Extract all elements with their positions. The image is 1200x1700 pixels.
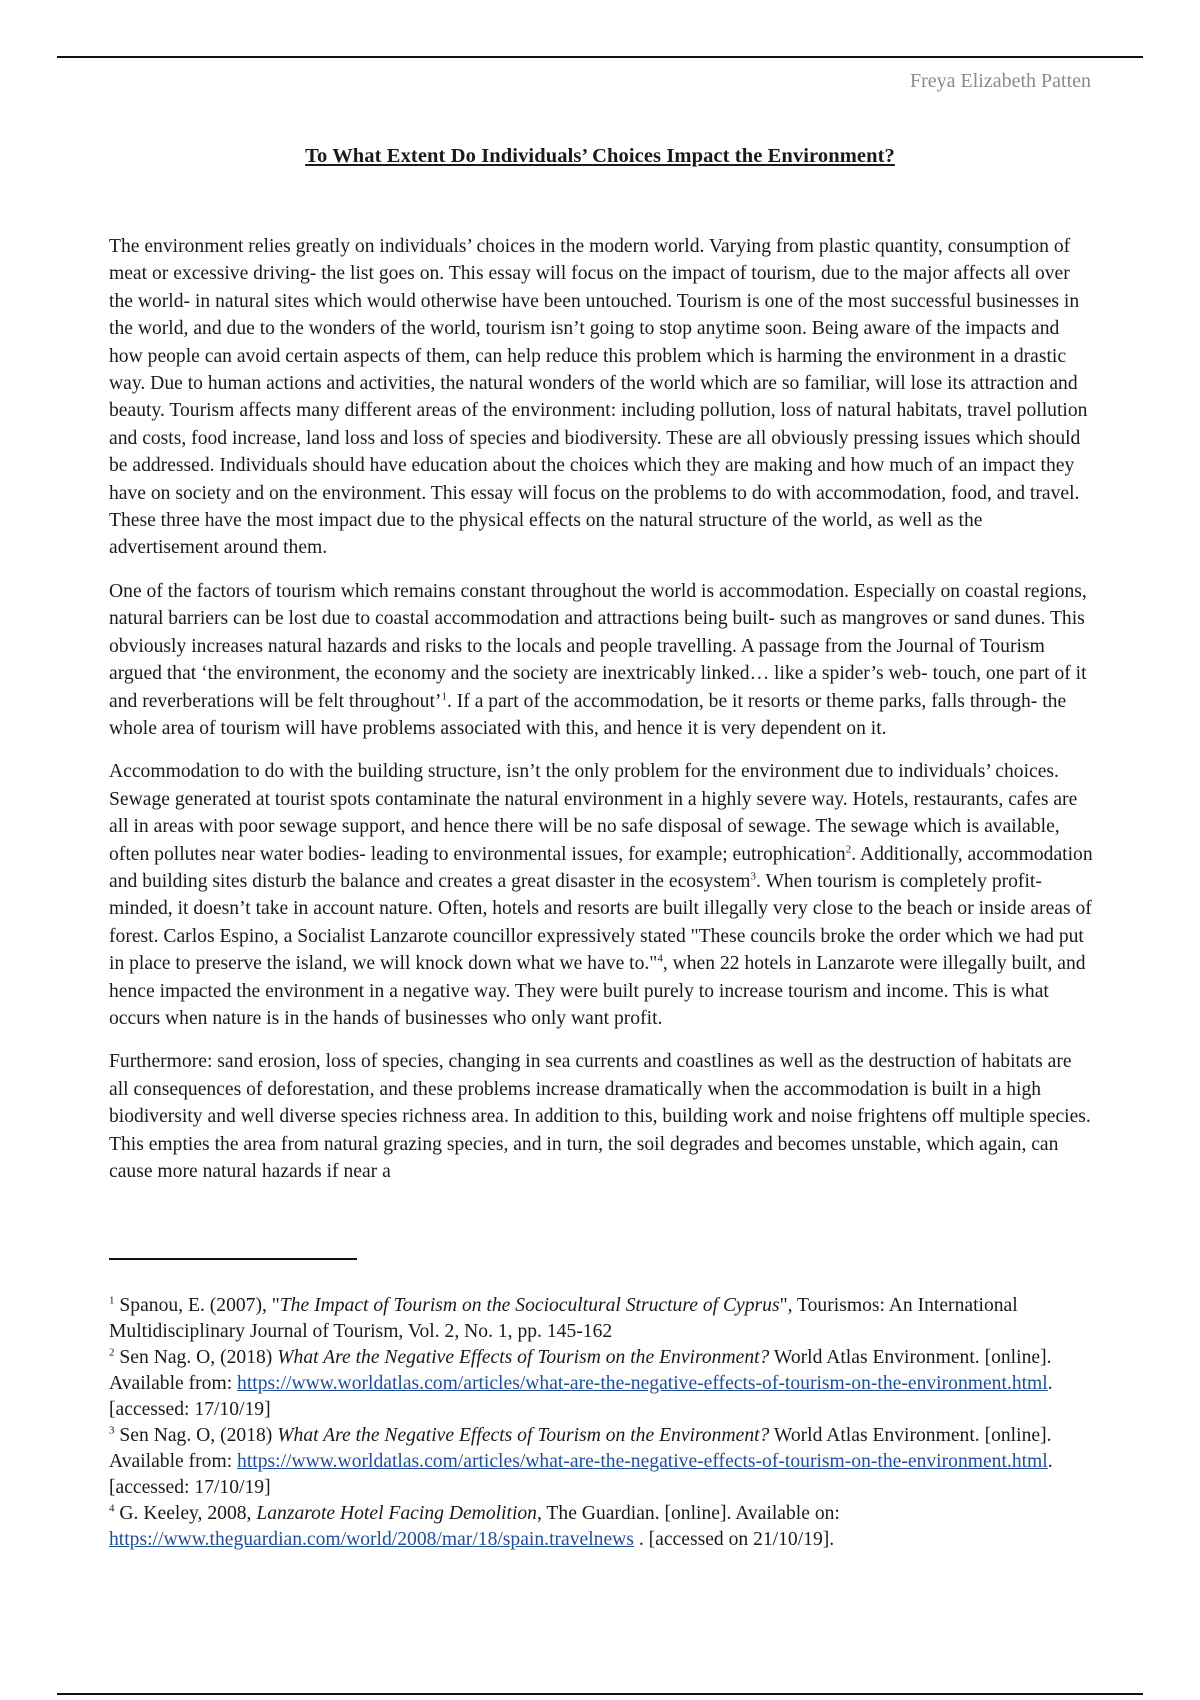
footnote-ref-2[interactable]: 2 (845, 843, 852, 855)
footnote-text: G. Keeley, 2008, (114, 1503, 257, 1524)
footnote-text: . [accessed on 21/10/19]. (633, 1529, 835, 1550)
footnote-text: Sen Nag. O, (2018) (114, 1347, 278, 1368)
footnote-mark: 2 (109, 1346, 115, 1359)
footnote-ref-4[interactable]: 4 (657, 952, 663, 965)
paragraph-3-text-a: Accommodation to do with the building structure, isn’t the only problem for the environment due to individuals’ choices. Sewage generated at tourist spots contaminate the natural environment in a highly severe way. Hotels, restaurants, cafes are all in areas with poor sewage support, and hence there will be no safe disposal of sewage. The sewage which is available, often pollutes near water bodies- leading to environmental issues, for example; eutrophication (109, 761, 1078, 865)
footnote-1 (109, 1293, 1099, 1345)
paragraph-4: Furthermore: sand erosion, loss of species, changing in sea currents and coastlines as well as the destruction of habitats are all consequences of deforestation, and these problems increase dramatically when the accommodation is built in a high biodiversity and well diverse species richness area. In addition to this, building work and noise frightens off multiple species. This empties the area from natural grazing species, and in turn, the soil degrades and becomes unstable, which again, can cause more natural hazards if near a (109, 1051, 1091, 1182)
paragraph-2 (109, 578, 1093, 742)
paragraph-3 (109, 758, 1093, 1032)
paragraph-3-text-b: . Additionally, accommodation and building sites disturb the balance and creates a great disaster in the ecosystem (109, 843, 1093, 892)
footnote-text: . [accessed: 17/10/19] (109, 1373, 1053, 1420)
footnote-mark: 4 (109, 1502, 115, 1515)
paragraph-3-text-c: . When tourism is completely profit-minded, it doesn’t take in account nature. Often, hotels and resorts are built illegally very close to the beach or inside areas of forest. Carlos Espino, a Socialist Lanzarote councillor expressively stated "These councils broke the order which we had put in place to preserve the island, we will knock down what we have to." (109, 870, 1092, 975)
footnote-3 (109, 1423, 1099, 1501)
header-rule (57, 56, 1143, 58)
footnote-2 (109, 1345, 1099, 1423)
footnote-text: . [accessed: 17/10/19] (109, 1451, 1053, 1498)
paragraph-3-text-d: , when 22 hotels in Lanzarote were illegally built, and hence impacted the environment in a negative way. They were built purely to increase tourism and income. This is what occurs when nature is in the hands of businesses who only want profit. (109, 953, 1086, 1029)
footnote-title: The Impact of Tourism on the Sociocultural Structure of Cyprus (279, 1295, 780, 1316)
footer-rule (57, 1693, 1143, 1695)
footnote-text: , The Guardian. [online]. Available on: (536, 1503, 840, 1524)
paragraph-2-text-b: . If a part of the accommodation, be it resorts or theme parks, falls through- the whole area of tourism will have problems associated with this, and hence it is very dependent on it. (109, 690, 1067, 739)
footnote-text: World Atlas Environment. [online]. Available from: (109, 1425, 1052, 1472)
footnote-text: ", Tourismos: An International Multidisciplinary Journal of Tourism, Vol. 2, No. 1, pp. 145-162 (109, 1295, 1018, 1342)
footnote-link[interactable]: https://www.worldatlas.com/articles/what-are-the-negative-effects-of-tourism-on-the-environment.html (237, 1373, 1048, 1394)
footnote-mark: 1 (109, 1294, 115, 1307)
footnote-title: Lanzarote Hotel Facing Demolition (256, 1503, 537, 1524)
paragraph-1: The environment relies greatly on individuals’ choices in the modern world. Varying from plastic quantity, consumption of meat or excessive driving- the list goes on. This essay will focus on the impact of tourism, due to the major affects all over the world- in natural sites which would otherwise have been untouched. Tourism is one of the most successful businesses in the world, and due to the wonders of the world, tourism isn’t going to stop anytime soon. Being aware of the impacts and how people can avoid certain aspects of them, can help reduce this problem which is harming the environment in a drastic way. Due to human actions and activities, the natural wonders of the world which are so familiar, will lose its attraction and beauty. Tourism affects many different areas of the environment: including pollution, loss of natural habitats, travel pollution and costs, food increase, land loss and loss of species and biodiversity. These are all obviously pressing issues which should be addressed. Individuals should have education about the choices which they are making and how much of an impact they have on society and on the environment. This essay will focus on the problems to do with accommodation, food, and travel. These three have the most impact due to the physical effects on the natural structure of the world, as well as the advertisement around them. (109, 236, 1088, 559)
footnote-title: What Are the Negative Effects of Tourism on the Environment? (277, 1425, 770, 1446)
footnote-link[interactable]: https://www.theguardian.com/world/2008/mar/18/spain.travelnews (109, 1529, 634, 1550)
essay-body (109, 233, 1093, 1201)
footnote-text: Sen Nag. O, (2018) (114, 1425, 278, 1446)
paragraph-2-text-a: One of the factors of tourism which remains constant throughout the world is accommodation. Especially on coastal regions, natural barriers can be lost due to coastal accommodation and attractions being built- such as mangroves or sand dunes. This obviously increases natural hazards and risks to the locals and people travelling. A passage from the Journal of Tourism argued that ‘the environment, the economy and the society are inextricably linked… like a spider’s web- touch, one part of it and reverberations will be felt throughout’ (109, 580, 1087, 712)
essay-title: To What Extent Do Individuals’ Choices Impact the Environment? (305, 145, 895, 167)
footnote-mark: 3 (109, 1424, 115, 1437)
footnote-4 (109, 1501, 1099, 1553)
footnotes (109, 1293, 1099, 1553)
footnote-title: What Are the Negative Effects of Tourism on the Environment? (277, 1347, 770, 1368)
author-name: Freya Elizabeth Patten (909, 70, 1091, 92)
footnote-ref-1[interactable]: 1 (441, 689, 447, 702)
footnote-separator (109, 1258, 357, 1260)
footnote-text: Spanou, E. (2007), " (114, 1295, 280, 1316)
footnote-ref-3[interactable]: 3 (750, 870, 756, 883)
footnote-link[interactable]: https://www.worldatlas.com/articles/what-are-the-negative-effects-of-tourism-on-the-environment.html (237, 1451, 1048, 1472)
footnote-text: World Atlas Environment. [online]. Available from: (109, 1347, 1052, 1394)
